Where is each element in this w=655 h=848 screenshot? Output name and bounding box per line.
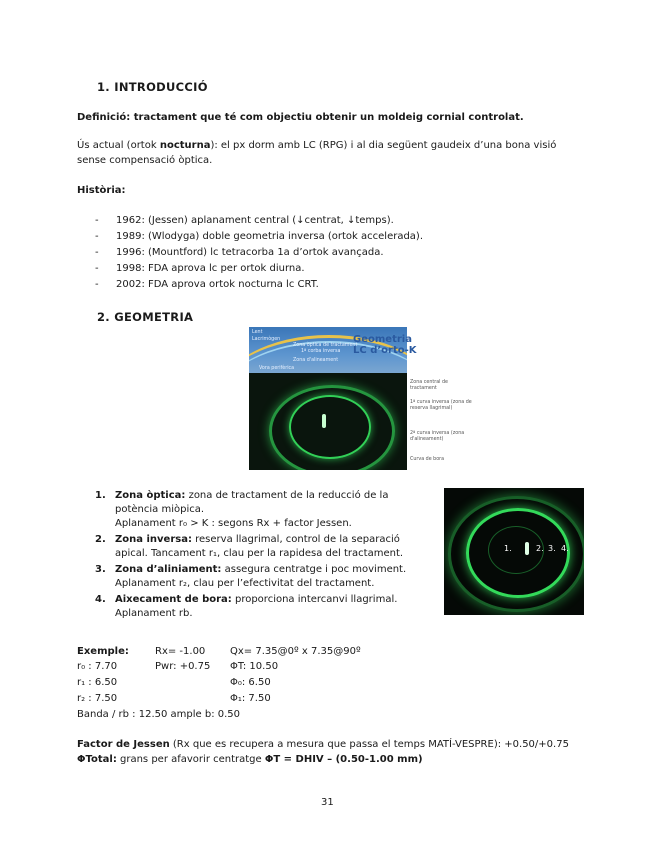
legend-item: 2ª curva inversa (zona d'alineament) [410, 431, 465, 442]
list-item [95, 246, 423, 262]
example-phi0: Φ₀: 6.50 [230, 677, 271, 688]
historia-label: Història: [77, 185, 126, 196]
total-bold: ΦTotal: [77, 754, 117, 765]
jessen-bold: Factor de Jessen [77, 739, 170, 750]
light-reflex [322, 414, 326, 428]
zone-number: 1. [95, 490, 106, 501]
figure-title-line-1: Geometria [353, 334, 412, 345]
eye-number-1: 1. [504, 544, 512, 553]
list-text: 2002: FDA aprova ortok nocturna lc CRT. [116, 279, 319, 290]
eye-number-4: 4. [561, 544, 569, 553]
zone-line: potència miòpica. [115, 504, 205, 515]
list-item [95, 278, 423, 294]
list-item [95, 262, 423, 278]
page-number: 31 [321, 797, 334, 808]
example-phiT: ΦT: 10.50 [230, 661, 279, 672]
total-text: grans per afavorir centratge [116, 754, 265, 765]
fig-label-zona-optica: Zona òptica de tractament [293, 343, 358, 348]
legend-item: 1ª curva inversa (zona de reserva llagrimal) [410, 400, 472, 411]
fluorescein-inner-ring [289, 395, 371, 459]
jessen-factor [77, 738, 569, 752]
list-dash: - [95, 263, 99, 274]
example-r2: r₂ : 7.50 [77, 693, 118, 704]
zone-line: Aplanament r₀ > K : segons Rx + factor Jessen. [115, 518, 352, 529]
jessen-text: (Rx que es recupera a mesura que passa el temps MATÍ-VESPRE): +0.50/+0.75 [169, 739, 569, 750]
eye-number-3: 3. [548, 544, 556, 553]
eye-light-reflex [525, 542, 529, 555]
zone-number: 4. [95, 594, 106, 605]
zone-line [115, 489, 435, 503]
zone-title: Aixecament de bora: [115, 594, 232, 605]
zone-text: proporciona intercanvi llagrimal. [231, 594, 398, 605]
fig-label-lent: Lent [252, 330, 263, 335]
example-label: Exemple: [77, 646, 129, 657]
example-r0: r₀ : 7.70 [77, 661, 118, 672]
total-formula: ΦT = DHIV – (0.50-1.00 mm) [264, 754, 423, 765]
figure-title [353, 334, 417, 356]
example-phi1: Φ₁: 7.50 [230, 693, 271, 704]
zone-line [115, 563, 435, 577]
list-text: 1989: (Wlodyga) doble geometria inversa (ortok accelerada). [116, 231, 424, 242]
zone-title: Zona inversa: [115, 534, 192, 545]
fig-label-vora: Vora perifèrica [259, 366, 295, 371]
example-r1: r₁ : 6.50 [77, 677, 118, 688]
zone-line: Aplanament r₂, clau per l’efectivitat del tractament. [115, 578, 375, 589]
list-item [95, 533, 435, 561]
fig-label-corba-inversa: 1ª corba inversa [301, 349, 341, 354]
figure-legend [410, 327, 520, 470]
eye-fluorescein-image [444, 488, 584, 615]
example-rx: Rx= -1.00 [155, 646, 206, 657]
us-actual-bold: nocturna [159, 140, 211, 151]
list-text: 1962: (Jessen) aplanament central (↓centrat, ↓temps). [116, 215, 394, 226]
example-qx: Qx= 7.35@0º x 7.35@90º [230, 646, 361, 657]
list-dash: - [95, 279, 99, 290]
section-1-heading: 1. INTRODUCCIÓ [97, 80, 208, 94]
zone-line: apical. Tancament r₁, clau per la rapidesa del tractament. [115, 548, 404, 559]
zone-line: Aplanament rb. [115, 608, 193, 619]
total-diameter [77, 753, 423, 767]
history-list [95, 214, 423, 294]
list-item [95, 230, 423, 246]
zone-number: 2. [95, 534, 106, 545]
list-text: 1998: FDA aprova lc per ortok diurna. [116, 263, 305, 274]
list-item [95, 489, 435, 531]
legend-item: Zona central de tractament [410, 380, 449, 391]
list-text: 1996: (Mountford) lc tetracorba 1a d’ortok avançada. [116, 247, 384, 258]
fig-label-lacrimogen: Lacrimògen [252, 337, 281, 342]
list-dash: - [95, 215, 99, 226]
fig-label-alineament: Zona d'alineament [293, 358, 339, 363]
eye-number-2: 2. [536, 544, 544, 553]
zone-line [115, 593, 435, 607]
zone-title: Zona d’aliniament: [115, 564, 222, 575]
us-actual-line-1 [77, 139, 556, 153]
zone-text: reserva llagrimal, control de la separació [191, 534, 400, 545]
zone-text: assegura centratge i poc moviment. [221, 564, 407, 575]
zone-title: Zona òptica: [115, 490, 186, 501]
list-dash: - [95, 247, 99, 258]
section-2-heading: 2. GEOMETRIA [97, 310, 194, 324]
list-item [95, 214, 423, 230]
zone-text: zona de tractament de la reducció de la [185, 490, 389, 501]
zone-line [115, 533, 435, 547]
example-pwr: Pwr: +0.75 [155, 661, 211, 672]
zones-list [95, 489, 435, 621]
zone-number: 3. [95, 564, 106, 575]
us-actual-line-2: sense compensació òptica. [77, 155, 213, 166]
definition: Definició: tractament que té com objectiu obtenir un moldeig cornial controlat. [77, 112, 524, 123]
list-item [95, 563, 435, 591]
figure-title-line-2: LC d’orto-K [353, 345, 417, 356]
legend-item: Curva de bora [410, 457, 445, 462]
us-actual-prefix: Ús actual (ortok [77, 140, 160, 151]
us-actual-suffix: ): el px dorm amb LC (RPG) i al dia següent gaudeix d’una bona visió [210, 140, 557, 151]
example-banda: Banda / rb : 12.50 ample b: 0.50 [77, 709, 241, 720]
list-item [95, 593, 435, 621]
list-dash: - [95, 231, 99, 242]
